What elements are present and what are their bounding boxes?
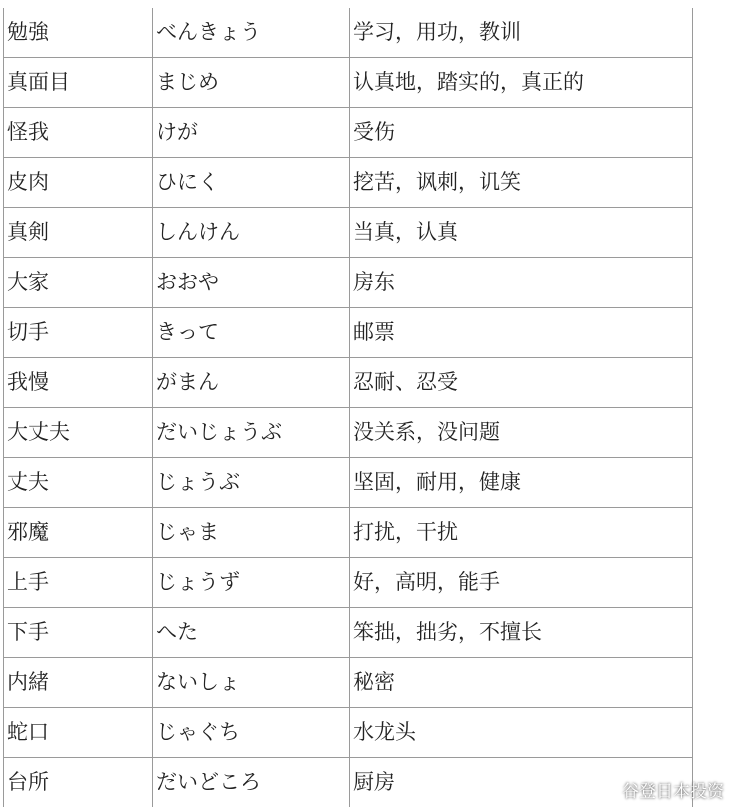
table-row <box>4 158 693 208</box>
table-row <box>4 558 693 608</box>
kanji-cell: 切手 <box>4 308 153 358</box>
watermark-text: 谷登日本投资 <box>622 782 724 802</box>
kanji-cell: 蛇口 <box>4 708 153 758</box>
table-row <box>4 108 693 158</box>
vocabulary-table <box>3 8 693 807</box>
kana-cell: じょうぶ <box>153 458 350 508</box>
meaning-cell: 没关系，没问题 <box>350 408 693 458</box>
table-row <box>4 758 693 808</box>
kanji-cell: 皮肉 <box>4 158 153 208</box>
meaning-cell: 认真地，踏实的，真正的 <box>350 58 693 108</box>
table-row <box>4 58 693 108</box>
kana-cell: きって <box>153 308 350 358</box>
table-row <box>4 208 693 258</box>
kanji-cell: 怪我 <box>4 108 153 158</box>
kana-cell: だいじょうぶ <box>153 408 350 458</box>
meaning-cell: 打扰，干扰 <box>350 508 693 558</box>
kanji-cell: 真面目 <box>4 58 153 108</box>
table-row <box>4 608 693 658</box>
kanji-cell: 我慢 <box>4 358 153 408</box>
meaning-cell: 水龙头 <box>350 708 693 758</box>
kanji-cell: 勉強 <box>4 8 153 58</box>
kana-cell: だいどころ <box>153 758 350 808</box>
table-row <box>4 258 693 308</box>
table-row <box>4 408 693 458</box>
meaning-cell: 坚固，耐用，健康 <box>350 458 693 508</box>
meaning-cell: 学习，用功，教训 <box>350 8 693 58</box>
meaning-cell: 当真，认真 <box>350 208 693 258</box>
kana-cell: けが <box>153 108 350 158</box>
wechat-icon <box>591 780 617 800</box>
table-row <box>4 458 693 508</box>
kanji-cell: 上手 <box>4 558 153 608</box>
table-row <box>4 508 693 558</box>
table-row <box>4 308 693 358</box>
watermark <box>591 777 724 802</box>
table-row <box>4 358 693 408</box>
meaning-cell: 邮票 <box>350 308 693 358</box>
kana-cell: ひにく <box>153 158 350 208</box>
kanji-cell: 大家 <box>4 258 153 308</box>
kanji-cell: 大丈夫 <box>4 408 153 458</box>
kanji-cell: 真剣 <box>4 208 153 258</box>
kana-cell: へた <box>153 608 350 658</box>
meaning-cell: 秘密 <box>350 658 693 708</box>
meaning-cell: 挖苦，讽刺，讥笑 <box>350 158 693 208</box>
kana-cell: べんきょう <box>153 8 350 58</box>
kana-cell: しんけん <box>153 208 350 258</box>
table-row <box>4 8 693 58</box>
meaning-cell: 好，高明，能手 <box>350 558 693 608</box>
kana-cell: おおや <box>153 258 350 308</box>
kana-cell: ないしょ <box>153 658 350 708</box>
table-row <box>4 708 693 758</box>
kanji-cell: 下手 <box>4 608 153 658</box>
meaning-cell: 笨拙，拙劣，不擅长 <box>350 608 693 658</box>
kana-cell: がまん <box>153 358 350 408</box>
kana-cell: じゃぐち <box>153 708 350 758</box>
kanji-cell: 内緒 <box>4 658 153 708</box>
kana-cell: じょうず <box>153 558 350 608</box>
table-row <box>4 658 693 708</box>
kanji-cell: 邪魔 <box>4 508 153 558</box>
meaning-cell: 厨房 <box>350 758 693 808</box>
meaning-cell: 受伤 <box>350 108 693 158</box>
meaning-cell: 房东 <box>350 258 693 308</box>
kanji-cell: 丈夫 <box>4 458 153 508</box>
kanji-cell: 台所 <box>4 758 153 808</box>
kana-cell: まじめ <box>153 58 350 108</box>
kana-cell: じゃま <box>153 508 350 558</box>
meaning-cell: 忍耐、忍受 <box>350 358 693 408</box>
